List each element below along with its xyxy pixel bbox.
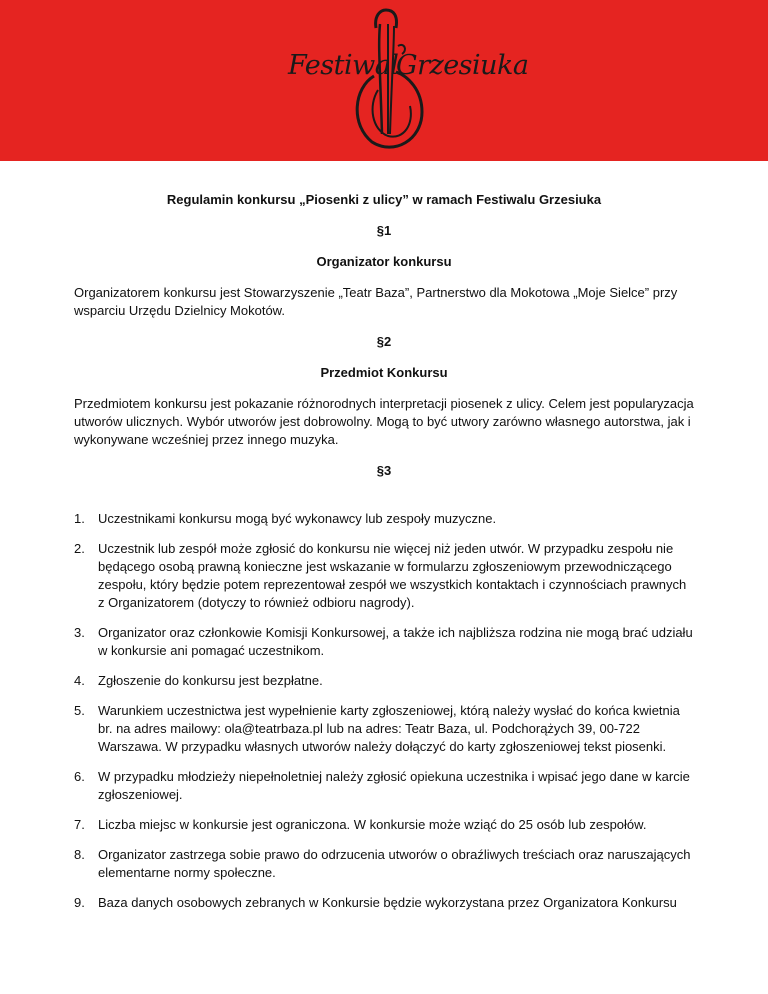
list-item-number: 3.	[74, 625, 85, 640]
list-item	[74, 672, 694, 690]
list-item	[74, 846, 694, 882]
list-item-number: 5.	[74, 703, 85, 718]
list-item-text: W przypadku młodzieży niepełnoletniej należy zgłosić opiekuna uczestnika i wpisać jego dane w karcie zgłoszeniowej.	[98, 769, 690, 802]
list-item-number: 6.	[74, 769, 85, 784]
list-item	[74, 540, 694, 612]
list-item-number: 8.	[74, 847, 85, 862]
logo-text-left: Festiwal	[288, 50, 399, 81]
list-item-number: 9.	[74, 895, 85, 910]
festival-logo	[276, 6, 529, 156]
list-item	[74, 768, 694, 804]
rules-list	[74, 510, 694, 912]
list-item	[74, 816, 694, 834]
section-1-text: Organizatorem konkursu jest Stowarzyszenie „Teatr Baza”, Partnerstwo dla Mokotowa „Moje Sielce” przy wsparciu Urzędu Dzielnicy Mokotów.	[74, 285, 678, 318]
section-2-heading: Przedmiot Konkursu	[320, 365, 448, 380]
section-2-text: Przedmiotem konkursu jest pokazanie różnorodnych interpretacji piosenek z ulicy. Celem jest popularyzacja utworów ulicznych. Wybór utworów jest dobrowolny. Mogą to być utwory zarówno własnego autorstwa, jak i wykonywane wcześniej przez innego muzyka.	[74, 396, 694, 447]
list-item-text: Organizator oraz członkowie Komisji Konkursowej, a także ich najbliższa rodzina nie mogą brać udziału w konkursie ani pomagać uczestnikom.	[98, 625, 693, 658]
header-banner	[0, 0, 768, 161]
document-body	[74, 191, 694, 924]
list-item-text: Uczestnikami konkursu mogą być wykonawcy lub zespoły muzyczne.	[98, 511, 497, 526]
section-3-number: §3	[376, 463, 392, 478]
list-item-text: Liczba miejsc w konkursie jest ograniczona. W konkursie może wziąć do 25 osób lub zespołów.	[98, 817, 647, 832]
list-item	[74, 624, 694, 660]
list-item-text: Baza danych osobowych zebranych w Konkursie będzie wykorzystana przez Organizatora Konkursu	[98, 895, 677, 910]
section-1-number: §1	[376, 223, 392, 238]
document-title: Regulamin konkursu „Piosenki z ulicy” w ramach Festiwalu Grzesiuka	[166, 192, 602, 207]
list-item-text: Warunkiem uczestnictwa jest wypełnienie karty zgłoszeniowej, którą należy wysłać do końca kwietnia br. na adres mailowy: ola@teatrbaza.pl lub na adres: Teatr Baza, ul. Podchorążych 39, 00-722 Warszawa. W przypadku własnych utworów należy dołączyć do karty zgłoszeniowej tekst piosenki.	[98, 703, 680, 754]
list-item	[74, 702, 694, 756]
logo-text-right: Grzesiuka	[396, 50, 529, 81]
list-item-text: Zgłoszenie do konkursu jest bezpłatne.	[98, 673, 323, 688]
list-item	[74, 894, 694, 912]
guitar-icon	[276, 6, 516, 156]
section-2-number: §2	[376, 334, 392, 349]
list-item-text: Organizator zastrzega sobie prawo do odrzucenia utworów o obraźliwych treściach oraz naruszających elementarne normy społeczne.	[98, 847, 691, 880]
section-1-heading: Organizator konkursu	[316, 254, 452, 269]
list-item-number: 7.	[74, 817, 85, 832]
list-item-number: 2.	[74, 541, 85, 556]
list-item	[74, 510, 694, 528]
list-item-number: 1.	[74, 511, 85, 526]
list-item-text: Uczestnik lub zespół może zgłosić do konkursu nie więcej niż jeden utwór. W przypadku zespołu nie będącego osobą prawną konieczne jest wskazanie w formularzu zgłoszeniowym przewodniczącego zespołu, który będzie potem reprezentował zespół we wszystkich kontaktach i czynnościach prawnych z Organizatorem (dotyczy to również odbioru nagrody).	[98, 541, 687, 610]
list-item-number: 4.	[74, 673, 85, 688]
